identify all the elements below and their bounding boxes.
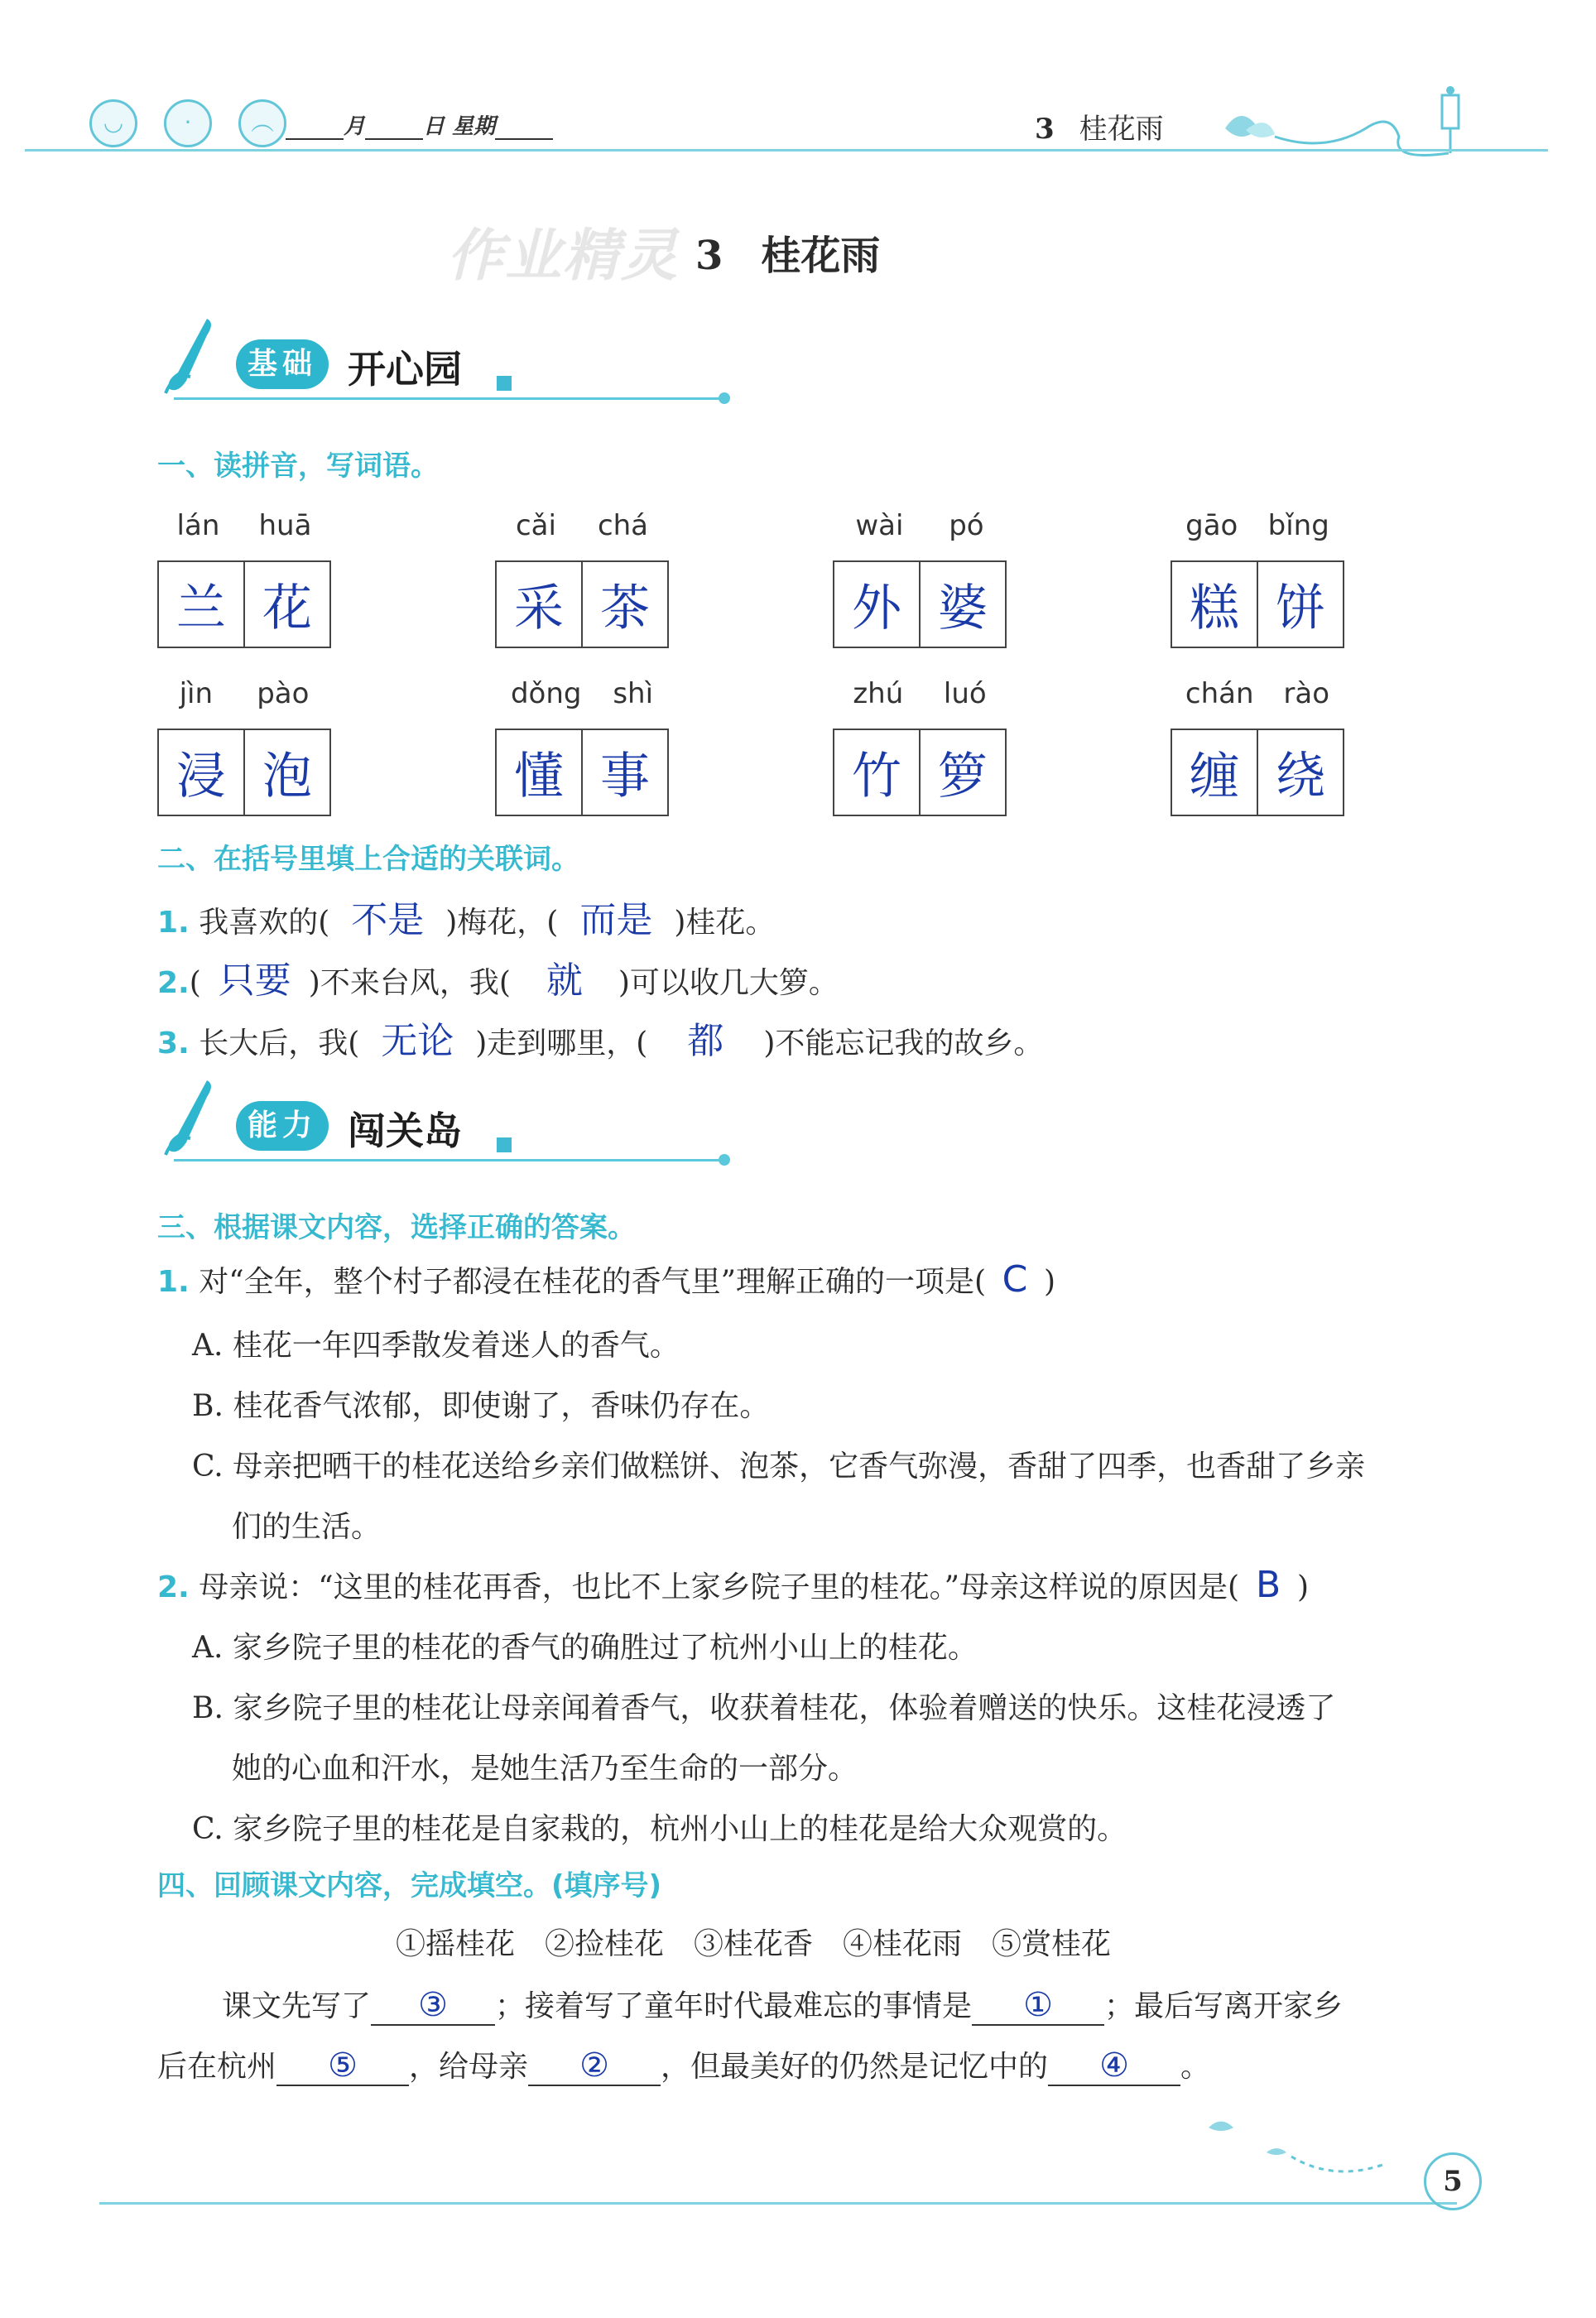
answer: 就 (546, 959, 583, 1002)
pinyin-syllable: cǎi (515, 509, 556, 542)
character-boxes (833, 729, 1007, 816)
q3-2-option-a: A. 家乡院子里的桂花的香气的确胜过了杭州小山上的桂花。 (192, 1631, 978, 1665)
brush-icon (157, 1076, 224, 1167)
answer: C (1002, 1258, 1028, 1301)
character-boxes (157, 560, 331, 648)
pinyin-word (157, 677, 331, 816)
pinyin-row (833, 677, 1007, 719)
character-boxes (1171, 729, 1344, 816)
q3-2-stem: 2. 母亲说：“这里的桂花再香，也比不上家乡院子里的桂花。”母亲这样说的原因是( B ) (157, 1564, 1310, 1606)
answer: 而是 (579, 899, 653, 941)
watermark: 作业精灵 (447, 224, 680, 289)
q1-heading: 一、读拼音，写词语。 (157, 450, 439, 483)
character-boxes (495, 729, 669, 816)
answer: 都 (687, 1020, 724, 1062)
q4-choices: ①摇桂花 ②捡桂花 ③桂花香 ④桂花雨 ⑤赏桂花 (396, 1927, 1112, 1961)
q2-item-1: 1. 我喜欢的( 不是 )梅花，( 而是 )桂花。 (157, 890, 775, 943)
section-underline (174, 1159, 724, 1161)
character-box: 竹 (852, 748, 901, 806)
section-label: 开心园 (348, 347, 462, 392)
face-icon-3: ︵ (238, 99, 286, 147)
pinyin-syllable: bǐng (1267, 509, 1329, 542)
pinyin-syllable: chá (597, 509, 649, 542)
face-icon-2: · (164, 99, 212, 147)
section-square-decor (497, 376, 512, 391)
character-box: 采 (514, 580, 564, 637)
answer-blank: ③ (371, 1986, 495, 2026)
pinyin-row (495, 677, 669, 719)
character-boxes (833, 560, 1007, 648)
answer-blank: ④ (1048, 2046, 1180, 2086)
section-label: 闯关岛 (348, 1109, 462, 1153)
section-banner-ability (157, 1076, 737, 1176)
header-divider (25, 149, 1548, 151)
character-boxes (1171, 560, 1344, 648)
q2-heading: 二、在括号里填上合适的关联词。 (157, 843, 579, 876)
section-pill: 基础 (236, 339, 329, 389)
character-box: 事 (581, 730, 667, 815)
footer-divider (99, 2202, 1457, 2205)
pinyin-word (495, 677, 669, 816)
character-box: 缠 (1190, 748, 1239, 806)
character-box: 糕 (1190, 580, 1239, 637)
q2-item-2: 2.( 只要 )不来台风，我( 就 )可以收几大箩。 (157, 950, 839, 1003)
pinyin-syllable: gāo (1185, 509, 1238, 542)
answer: 无论 (381, 1020, 454, 1062)
bird-decoration-icon (1200, 2111, 1424, 2186)
q3-1-option-b: B. 桂花香气浓郁，即使谢了，香味仍存在。 (192, 1389, 770, 1423)
q4-line-1: 课文先写了 ③ ；接着写了童年时代最难忘的事情是 ① ；最后写离开家乡 (222, 1986, 1344, 2024)
q3-1-stem: 1. 对“全年，整个村子都浸在桂花的香气里”理解正确的一项是( C ) (157, 1258, 1056, 1301)
pinyin-word (1171, 677, 1344, 816)
pinyin-word (495, 509, 669, 648)
pinyin-row (1171, 509, 1344, 551)
character-box: 兰 (176, 580, 226, 637)
pinyin-syllable: pó (949, 509, 984, 542)
pinyin-word (833, 509, 1007, 648)
character-boxes (157, 729, 331, 816)
pinyin-row (157, 509, 331, 551)
pinyin-syllable: rào (1283, 677, 1330, 710)
pinyin-syllable: pào (257, 677, 310, 710)
pinyin-syllable: zhú (853, 677, 904, 710)
pinyin-syllable: jìn (179, 677, 214, 710)
q3-2-option-b-cont: 她的心血和汗水，是她生活乃至生命的一部分。 (232, 1752, 858, 1786)
q3-2-option-b: B. 家乡院子里的桂花让母亲闻着香气，收获着桂花，体验着赠送的快乐。这桂花浸透了 (192, 1691, 1336, 1725)
character-box: 花 (243, 562, 329, 647)
pinyin-word (1171, 509, 1344, 648)
section-square-decor (497, 1137, 512, 1152)
answer-blank: ⑤ (276, 2046, 409, 2086)
face-icon-1: ◡ (89, 99, 137, 147)
answer: B (1255, 1564, 1281, 1606)
answer-blank: ② (528, 2046, 661, 2086)
pinyin-syllable: chán (1185, 677, 1254, 710)
character-box: 外 (852, 580, 901, 637)
pinyin-word (833, 677, 1007, 816)
page-title: 3 桂花雨 (695, 233, 881, 279)
section-dot (719, 1154, 730, 1166)
character-box: 箩 (919, 730, 1005, 815)
section-underline (174, 397, 724, 400)
q3-1-option-a: A. 桂花一年四季散发着迷人的香气。 (192, 1329, 680, 1363)
character-box: 婆 (919, 562, 1005, 647)
character-box: 浸 (176, 748, 226, 806)
pinyin-syllable: huā (258, 509, 312, 542)
character-box: 懂 (514, 748, 564, 806)
pinyin-row (833, 509, 1007, 551)
character-box: 泡 (243, 730, 329, 815)
page-number: 5 (1424, 2152, 1482, 2210)
character-box: 茶 (581, 562, 667, 647)
answer-blank: ① (972, 1986, 1104, 2026)
brush-icon (157, 315, 224, 406)
q3-1-option-c-cont: 们的生活。 (232, 1510, 382, 1544)
pinyin-row (1171, 677, 1344, 719)
q2-item-3: 3. 长大后，我( 无论 )走到哪里，( 都 )不能忘记我的故乡。 (157, 1011, 1043, 1064)
q3-heading: 三、根据课文内容，选择正确的答案。 (157, 1211, 636, 1244)
answer: 不是 (351, 899, 425, 941)
pinyin-syllable: lán (176, 509, 220, 542)
pinyin-syllable: luó (943, 677, 987, 710)
answer: 只要 (218, 959, 291, 1002)
q3-2-option-c: C. 家乡院子里的桂花是自家栽的，杭州小山上的桂花是给大众观赏的。 (192, 1812, 1127, 1846)
header-lesson-title: 3 桂花雨 (1035, 113, 1164, 146)
q4-line-2: 后在杭州 ⑤ ，给母亲 ② ，但最美好的仍然是记忆中的 ④ 。 (157, 2046, 1211, 2085)
pinyin-syllable: wài (855, 509, 904, 542)
character-box: 饼 (1257, 562, 1343, 647)
q4-heading: 四、回顾课文内容，完成填空。(填序号) (157, 1869, 662, 1902)
character-box: 绕 (1257, 730, 1343, 815)
section-banner-basic (157, 315, 737, 414)
date-field: 月 日 星期 (286, 109, 553, 140)
q3-1-option-c: C. 母亲把晒干的桂花送给乡亲们做糕饼、泡茶，它香气弥漫，香甜了四季，也香甜了乡亲 (192, 1450, 1366, 1484)
pinyin-row (495, 509, 669, 551)
pinyin-word (157, 509, 331, 648)
pinyin-syllable: dǒng (510, 677, 582, 710)
section-pill: 能力 (236, 1101, 329, 1151)
pinyin-syllable: shì (613, 677, 654, 710)
character-boxes (495, 560, 669, 648)
section-dot (719, 392, 730, 404)
pinyin-row (157, 677, 331, 719)
